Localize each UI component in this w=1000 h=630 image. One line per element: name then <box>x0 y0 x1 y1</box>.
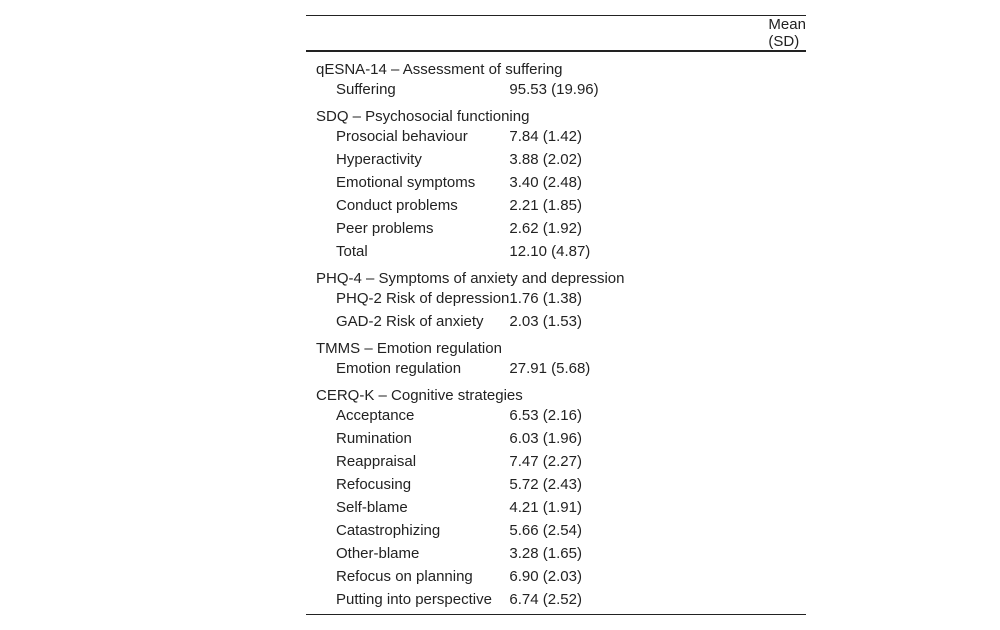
row-label: PHQ-2 Risk of depression <box>336 290 510 307</box>
row-label: Suffering <box>336 81 396 98</box>
table-row <box>306 588 806 615</box>
group-header-row <box>306 51 806 78</box>
data-table-container <box>306 15 806 615</box>
row-label: Reappraisal <box>336 453 417 470</box>
row-label: Emotion regulation <box>336 360 462 377</box>
row-label: Catastrophizing <box>336 522 441 539</box>
row-value: 6.53 (2.16) <box>509 407 582 424</box>
group-header-row <box>306 263 806 287</box>
group-title: PHQ-4 – Symptoms of anxiety and depression <box>316 270 625 287</box>
row-label: Hyperactivity <box>336 151 422 168</box>
row-value: 7.47 (2.27) <box>509 453 582 470</box>
header-mean-sd-cell: Mean (SD) <box>509 16 806 52</box>
row-value: 2.03 (1.53) <box>509 313 582 330</box>
group-header-row <box>306 101 806 125</box>
row-value: 2.62 (1.92) <box>509 220 582 237</box>
row-value: 6.03 (1.96) <box>509 430 582 447</box>
row-value: 7.84 (1.42) <box>509 128 582 145</box>
row-label: Other-blame <box>336 545 420 562</box>
row-label: Peer problems <box>336 220 434 237</box>
row-value: 95.53 (19.96) <box>509 81 599 98</box>
row-value: 27.91 (5.68) <box>509 360 591 377</box>
row-label: Emotional symptoms <box>336 174 476 191</box>
table-row <box>306 240 806 263</box>
row-value: 6.90 (2.03) <box>509 568 582 585</box>
table-row <box>306 217 806 240</box>
table-row <box>306 473 806 496</box>
row-label: Conduct problems <box>336 197 458 214</box>
row-value: 5.72 (2.43) <box>509 476 582 493</box>
group-title: qESNA-14 – Assessment of suffering <box>316 61 563 78</box>
table-row <box>306 496 806 519</box>
header-label-cell <box>306 16 509 52</box>
row-label: Acceptance <box>336 407 415 424</box>
table-row <box>306 125 806 148</box>
row-label: Rumination <box>336 430 412 447</box>
table-row <box>306 542 806 565</box>
group-title: CERQ-K – Cognitive strategies <box>316 387 523 404</box>
row-value: 1.76 (1.38) <box>509 290 582 307</box>
table-row <box>306 148 806 171</box>
row-value: 5.66 (2.54) <box>509 522 582 539</box>
table-row <box>306 404 806 427</box>
group-header-row <box>306 333 806 357</box>
table-row <box>306 565 806 588</box>
row-value: 3.28 (1.65) <box>509 545 582 562</box>
group-title: TMMS – Emotion regulation <box>316 340 502 357</box>
group-title: SDQ – Psychosocial functioning <box>316 108 530 125</box>
row-value: 3.88 (2.02) <box>509 151 582 168</box>
table-row <box>306 78 806 101</box>
table-row <box>306 450 806 473</box>
row-label: Prosocial behaviour <box>336 128 468 145</box>
row-value: 6.74 (2.52) <box>509 588 806 615</box>
table-row <box>306 519 806 542</box>
row-label: Refocusing <box>336 476 412 493</box>
row-value: 12.10 (4.87) <box>509 243 591 260</box>
table-row <box>306 171 806 194</box>
row-label: Refocus on planning <box>336 568 473 585</box>
table-row <box>306 310 806 333</box>
descriptive-statistics-table <box>306 15 806 615</box>
group-header-row <box>306 380 806 404</box>
row-label: Self-blame <box>336 499 408 516</box>
row-value: 3.40 (2.48) <box>509 174 582 191</box>
table-row <box>306 427 806 450</box>
row-label: Total <box>336 243 368 260</box>
row-value: 2.21 (1.85) <box>509 197 582 214</box>
table-row <box>306 357 806 380</box>
table-header-row <box>306 16 806 52</box>
table-row <box>306 194 806 217</box>
row-label: Putting into perspective <box>306 588 509 615</box>
row-value: 4.21 (1.91) <box>509 499 582 516</box>
table-body <box>306 51 806 615</box>
table-row <box>306 287 806 310</box>
row-label: GAD-2 Risk of anxiety <box>336 313 484 330</box>
